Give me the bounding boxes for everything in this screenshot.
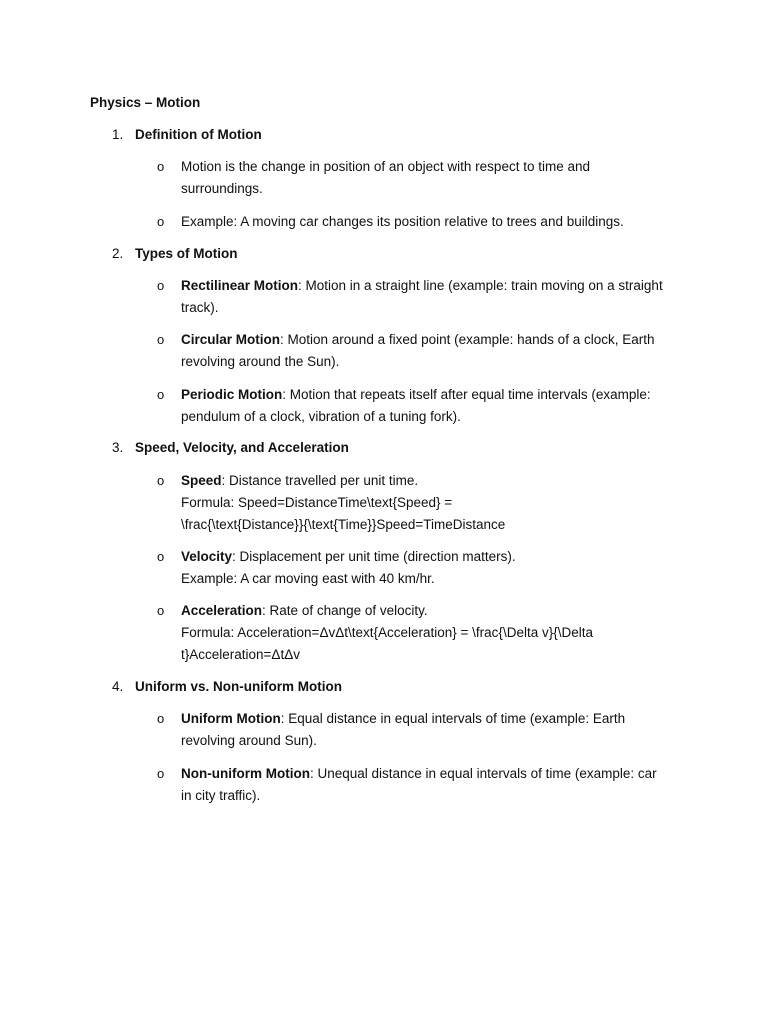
list-item-text: : Unequal distance in equal intervals of time (example: car: [309, 766, 657, 781]
list-item-text: : Rate of change of velocity.: [262, 603, 428, 618]
list-item: [157, 384, 677, 428]
list-item: [157, 546, 677, 590]
list-item-body: [181, 708, 677, 752]
list-item-body: [181, 211, 677, 233]
list-item: [157, 156, 677, 200]
term-label: Circular Motion: [181, 332, 281, 347]
list-item-text: : Displacement per unit time (direction matters).: [232, 549, 516, 564]
list-item: [157, 211, 677, 233]
term-label: Non-uniform Motion: [181, 766, 310, 781]
list-item-text: \frac{\text{Distance}}{\text{Time}}Speed=TimeDistance: [181, 517, 506, 532]
list-item-body: [181, 275, 677, 319]
bullet-marker-icon: o: [157, 711, 165, 726]
list-item-line: [181, 600, 677, 622]
list-item-text: revolving around the Sun).: [181, 354, 340, 369]
term-label: Uniform Motion: [181, 711, 281, 726]
bullet-marker-icon: o: [157, 214, 165, 229]
term-label: Acceleration: [181, 603, 263, 618]
section-heading-text: Uniform vs. Non-uniform Motion: [135, 679, 342, 694]
list-item-text: Formula: Acceleration=ΔvΔt\text{Acceleration} = \frac{\Delta v}{\Delta: [181, 625, 593, 640]
term-label: Periodic Motion: [181, 387, 283, 402]
term-label: Speed: [181, 473, 222, 488]
bullet-marker-icon: o: [157, 387, 165, 402]
list-item-line: [181, 406, 677, 428]
term-label: Velocity: [181, 549, 233, 564]
list-item: [157, 470, 677, 536]
section-heading: [112, 437, 349, 458]
section-number: 2.: [112, 246, 124, 261]
list-item-line: [181, 708, 677, 730]
bullet-marker-icon: o: [157, 332, 165, 347]
list-item-line: [181, 156, 677, 178]
list-item-line: [181, 730, 677, 752]
list-item: [157, 275, 677, 319]
list-item-line: [181, 514, 677, 536]
bullet-marker-icon: o: [157, 549, 165, 564]
term-label: Rectilinear Motion: [181, 278, 299, 293]
list-item-line: [181, 492, 677, 514]
section-heading: [112, 124, 262, 145]
bullet-marker-icon: o: [157, 278, 165, 293]
list-item-body: [181, 470, 677, 536]
bullet-marker-icon: o: [157, 603, 165, 618]
list-item-line: [181, 351, 677, 373]
section-heading-text: Definition of Motion: [135, 127, 262, 142]
list-item: [157, 600, 677, 666]
list-item-text: : Distance travelled per unit time.: [221, 473, 419, 488]
list-item-body: [181, 156, 677, 200]
list-item-line: [181, 546, 677, 568]
list-item-line: [181, 297, 677, 319]
list-item-line: [181, 763, 677, 785]
list-item-line: [181, 329, 677, 351]
list-item-text: Formula: Speed=DistanceTime\text{Speed} =: [181, 495, 453, 510]
list-item-text: Example: A moving car changes its position relative to trees and buildings.: [181, 214, 624, 229]
list-item-text: revolving around Sun).: [181, 733, 317, 748]
list-item-line: [181, 622, 677, 644]
list-item-body: [181, 546, 677, 590]
list-item-text: : Motion around a fixed point (example: hands of a clock, Earth: [280, 332, 655, 347]
section-heading-text: Speed, Velocity, and Acceleration: [135, 440, 349, 455]
list-item-line: [181, 211, 677, 233]
list-item-text: : Motion that repeats itself after equal time intervals (example:: [282, 387, 651, 402]
list-item-text: Motion is the change in position of an object with respect to time and: [181, 159, 590, 174]
section-heading: [112, 676, 342, 697]
bullet-marker-icon: o: [157, 473, 165, 488]
section-number: 3.: [112, 440, 124, 455]
list-item-text: : Motion in a straight line (example: train moving on a straight: [298, 278, 663, 293]
list-item-text: track).: [181, 300, 219, 315]
section-number: 4.: [112, 679, 124, 694]
list-item-text: surroundings.: [181, 181, 263, 196]
bullet-marker-icon: o: [157, 159, 165, 174]
list-item: [157, 329, 677, 373]
list-item-body: [181, 600, 677, 666]
list-item: [157, 763, 677, 807]
list-item-line: [181, 384, 677, 406]
list-item-line: [181, 644, 677, 666]
list-item-text: in city traffic).: [181, 788, 261, 803]
section-heading: [112, 243, 238, 264]
list-item-text: t}Acceleration=ΔtΔv: [181, 647, 300, 662]
list-item-text: : Equal distance in equal intervals of time (example: Earth: [280, 711, 626, 726]
list-item-body: [181, 329, 677, 373]
list-item-line: [181, 275, 677, 297]
list-item-line: [181, 785, 677, 807]
list-item: [157, 708, 677, 752]
list-item-line: [181, 470, 677, 492]
list-item-text: pendulum of a clock, vibration of a tuning fork).: [181, 409, 461, 424]
section-heading-text: Types of Motion: [135, 246, 238, 261]
list-item-body: [181, 384, 677, 428]
bullet-marker-icon: o: [157, 766, 165, 781]
document-title: Physics – Motion: [90, 95, 201, 110]
list-item-line: [181, 178, 677, 200]
list-item-text: Example: A car moving east with 40 km/hr.: [181, 571, 435, 586]
list-item-body: [181, 763, 677, 807]
list-item-line: [181, 568, 677, 590]
section-number: 1.: [112, 127, 124, 142]
